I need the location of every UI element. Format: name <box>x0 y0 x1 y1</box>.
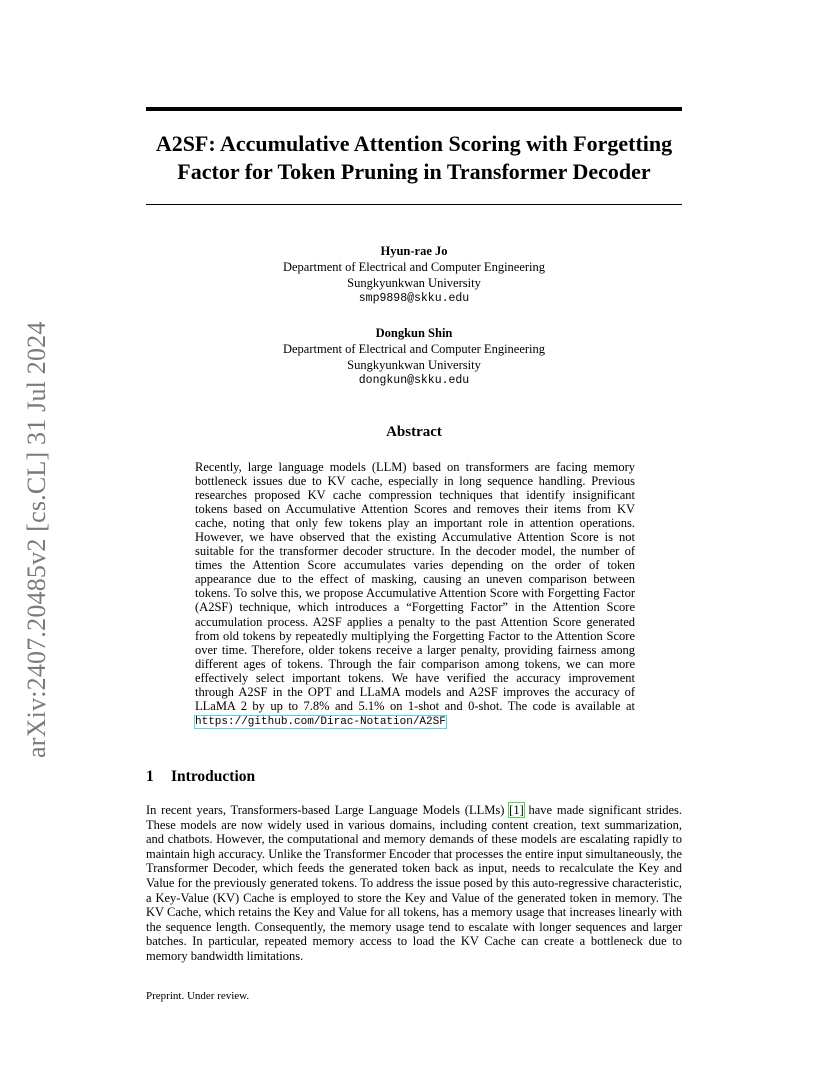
footer-note: Preprint. Under review. <box>146 990 250 1002</box>
author-university: Sungkyunkwan University <box>347 358 481 372</box>
section-number: 1 <box>146 768 154 785</box>
arxiv-stamp: arXiv:2407.20485v2 [cs.CL] 31 Jul 2024 <box>22 321 51 758</box>
intro-text-start: In recent years, Transformers-based Large Language Models (LLMs) <box>146 803 510 817</box>
abstract-heading: Abstract <box>386 424 442 440</box>
author-name: Hyun-rae Jo <box>380 244 448 258</box>
title-line-1: A2SF: Accumulative Attention Scoring with Forgetting <box>155 131 673 156</box>
abstract-body-text: Recently, large language models (LLM) based on transformers are facing memory bottleneck issues due to KV cache, especially in long sequence handling. Previous researches proposed KV cache compression techniques that identify insignificant tokens based on Accumulative Attention Scores and removes their items from KV cache, noting that only few tokens play an important role in attention operations. However, we have observed that the existing Accumulative Attention Score is not suitable for the transformer decoder structure. In the decoder model, the number of times the Attention Score accumulates varies depending on the order of token appearance due to the effect of masking, causing an uneven comparison between tokens. To solve this, we propose Accumulative Attention Score with Forgetting Factor (A2SF) technique, which introduces a “Forgetting Factor” in the Attention Score accumulation process. A2SF applies a penalty to the past Attention Score generated from old tokens by repeatedly multiplying the Forgetting Factor to the Attention Score over time. Therefore, older tokens receive a larger penalty, providing fairness among different ages of tokens. Through the fair comparison among tokens, we can more effectively select important tokens. We have verified the accuracy improvement through A2SF in the OPT and LLaMA models and A2SF improves the accuracy of LLaMA 2 by up to 7.8% and 5.1% on 1-shot and 0-shot. The code is available at <box>195 460 635 713</box>
title-rule-bottom <box>146 204 682 205</box>
code-link[interactable]: https://github.com/Dirac-Notation/A2SF <box>195 715 446 728</box>
author-block <box>146 243 682 307</box>
author-block <box>146 325 682 389</box>
author-department: Department of Electrical and Computer Engineering <box>282 342 546 356</box>
intro-text-rest: have made significant strides. These models are now widely used in various domains, including content creation, text summarization, and chatbots. However, the computational and memory demands of these models are escalating rapidly to maintain high accuracy. Unlike the Transformer Encoder that processes the entire input simultaneously, the Transformer Decoder, which feeds the generated token back as input, needs to recalculate the Key and Value for the previously generated tokens. To address the issue posed by this auto-regressive characteristic, a Key-Value (KV) Cache is employed to store the Key and Value of the generated token in memory. The KV Cache, which retains the Key and Value for all tokens, has a memory usage that increases linearly with the sequence length. Consequently, the memory usage tend to escalate with longer sequences and larger batches. In particular, repeated memory access to load the KV Cache can create a bottleneck due to memory bandwidth limitations. <box>146 803 682 963</box>
author-name: Dongkun Shin <box>375 326 453 340</box>
title-line-2: Factor for Token Pruning in Transformer Decoder <box>177 159 651 184</box>
author-university: Sungkyunkwan University <box>347 276 481 290</box>
author-email[interactable]: smp9898@skku.edu <box>358 292 470 305</box>
introduction-text <box>146 803 682 964</box>
author-email[interactable]: dongkun@skku.edu <box>358 374 470 387</box>
section-title: Introduction <box>171 768 256 785</box>
abstract-text <box>195 460 635 729</box>
title-rule-top <box>146 107 682 111</box>
section-heading <box>146 768 255 786</box>
paper-title <box>146 130 682 186</box>
author-department: Department of Electrical and Computer Engineering <box>282 260 546 274</box>
citation-link[interactable]: [1] <box>509 803 524 817</box>
